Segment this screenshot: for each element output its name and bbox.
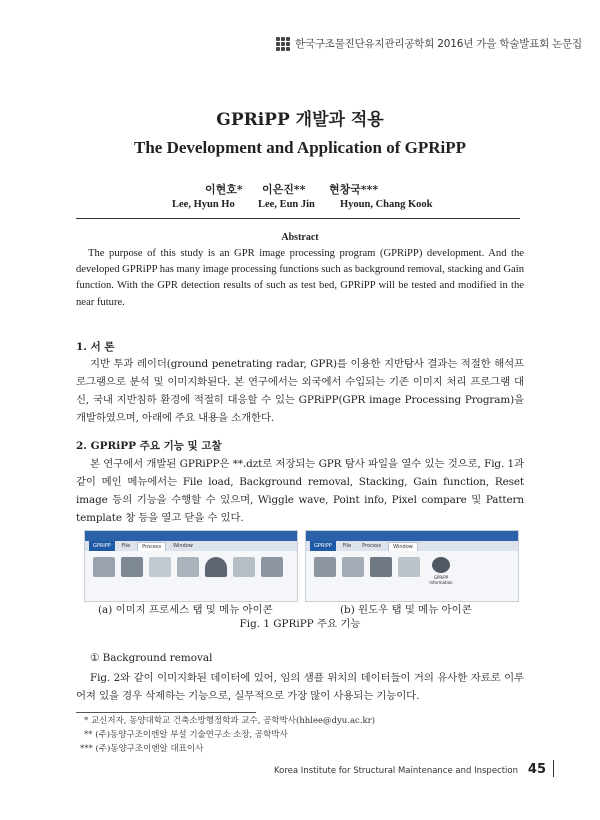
- pattern-template-icon[interactable]: [398, 557, 420, 577]
- footnote-divider: [76, 712, 256, 713]
- info-label: GPRiPP Information: [429, 575, 453, 585]
- tab-file-a[interactable]: File: [121, 543, 131, 549]
- info-button[interactable]: [426, 557, 456, 585]
- info-globe-icon: [432, 557, 450, 573]
- author-2-english: Lee, Eun Jin: [258, 199, 315, 210]
- figure-panel-a: [84, 530, 298, 602]
- title-divider: [76, 218, 520, 219]
- ribbon-tabs-b: [306, 541, 518, 551]
- journal-logo-icon: [276, 37, 290, 51]
- section-1-heading: 1. 서 론: [76, 341, 115, 353]
- journal-name: 한국구조물진단유지관리공학회 2016년 가을 학술발표회 논문집: [294, 38, 582, 50]
- subsection-text: Fig. 2와 같이 이미지화된 데이터에 있어, 임의 샘플 위치의 데이터들이 거의 유사한 자료로 이루어져 있을 경우 삭제하는 기능으로, 실무적으로 가장 많이 사용되는 기능이다.: [76, 672, 524, 702]
- author-3-english: Hyoun, Chang Kook: [340, 199, 433, 210]
- file-load-icon[interactable]: [93, 557, 115, 577]
- author-1-english: Lee, Hyun Ho: [172, 199, 235, 210]
- page-number-bar: [553, 760, 554, 777]
- tab-process-b[interactable]: Process: [362, 543, 382, 549]
- ribbon-titlebar: [85, 531, 297, 541]
- paper-title-english: The Development and Application of GPRiPP: [134, 138, 466, 157]
- tab-process-a[interactable]: Process: [137, 542, 166, 551]
- image-icon[interactable]: [121, 557, 143, 577]
- footer-organization: Korea Institute for Structural Maintenance and Inspection: [274, 766, 518, 776]
- ribbon-icons-a: [85, 551, 297, 583]
- subsection-heading: ① Background removal: [90, 652, 213, 664]
- tab-app-b[interactable]: GPRiPP: [310, 541, 336, 551]
- point-info-icon[interactable]: [342, 557, 364, 577]
- paper-title-korean: GPRiPP 개발과 적용: [216, 110, 384, 130]
- abstract-heading: Abstract: [281, 232, 319, 243]
- ribbon-icons-b: [306, 551, 518, 591]
- author-2-korean: 이은진**: [262, 183, 306, 196]
- figure-panel-b: [305, 530, 519, 602]
- stacking-icon[interactable]: [177, 557, 199, 577]
- reset-image-icon[interactable]: [261, 557, 283, 577]
- gain-function-icon[interactable]: [205, 557, 227, 577]
- wiggle-wave-icon[interactable]: [314, 557, 336, 577]
- ribbon-tabs-a: [85, 541, 297, 551]
- figure-caption-a: (a) 이미지 프로세스 탭 및 메뉴 아이콘: [98, 604, 273, 616]
- page-number: 45: [527, 762, 546, 777]
- author-1-korean: 이현호*: [205, 183, 243, 196]
- section-2-heading: 2. GPRiPP 주요 기능 및 고찰: [76, 440, 222, 452]
- pixel-compare-icon[interactable]: [370, 557, 392, 577]
- footnote-3: *** (주)동양구조이엔알 대표이사: [80, 744, 204, 754]
- figure-title: Fig. 1 GPRiPP 주요 기능: [239, 618, 361, 630]
- tab-app-a[interactable]: GPRiPP: [89, 541, 115, 551]
- background-removal-icon[interactable]: [149, 557, 171, 577]
- abstract-text: The purpose of this study is an GPR image processing program (GPRiPP) development. And the developed GPRiPP has many image processing functions such as background removal, stacking and Gain function. With the GPR detection results of such as test bed, GPRiPP will be tested and modified in the near future.: [76, 248, 524, 308]
- tab-file-b[interactable]: File: [342, 543, 352, 549]
- footnote-2: ** (주)동양구조이엔알 부설 기술연구소 소장, 공학박사: [84, 730, 288, 740]
- section-2-text: 본 연구에서 개발된 GPRiPP은 **.dzt로 저장되는 GPR 탐사 파일을 열수 있는 것으로, Fig. 1과 같이 메인 메뉴에서는 File load, Background removal, Stacking, Gain function, Reset image 등의 기능을 수행할 수 있으며, Wiggle wave, Point info, Pixel compare 및 Pattern template 창 등을 열고 닫을 수 있다.: [76, 458, 524, 524]
- wave-icon[interactable]: [233, 557, 255, 577]
- author-3-korean: 현창국***: [329, 183, 379, 196]
- footnote-1: * 교신저자, 동양대학교 건축소방행정학과 교수, 공학박사(hhlee@dyu.ac.kr): [84, 716, 376, 726]
- tab-window-a[interactable]: Window: [173, 543, 193, 549]
- figure-caption-b: (b) 윈도우 탭 및 메뉴 아이콘: [340, 604, 472, 616]
- running-header: [276, 36, 582, 51]
- tab-window-b[interactable]: Window: [388, 542, 418, 551]
- ribbon-titlebar-b: [306, 531, 518, 541]
- section-1-text: 지반 투과 레이더(ground penetrating radar, GPR)를 이용한 지반탐사 결과는 적절한 해석프로그램으로 분석 및 이미지화된다. 본 연구에서는 외국에서 수입되는 기존 이미지 처리 프로그램 대신, 국내 지반침하 환경에 적절히 대응할 수 있는 GPRiPP(GPR image Processing Program)을 개발하였으며, 아래에 주요 내용을 소개한다.: [76, 358, 524, 424]
